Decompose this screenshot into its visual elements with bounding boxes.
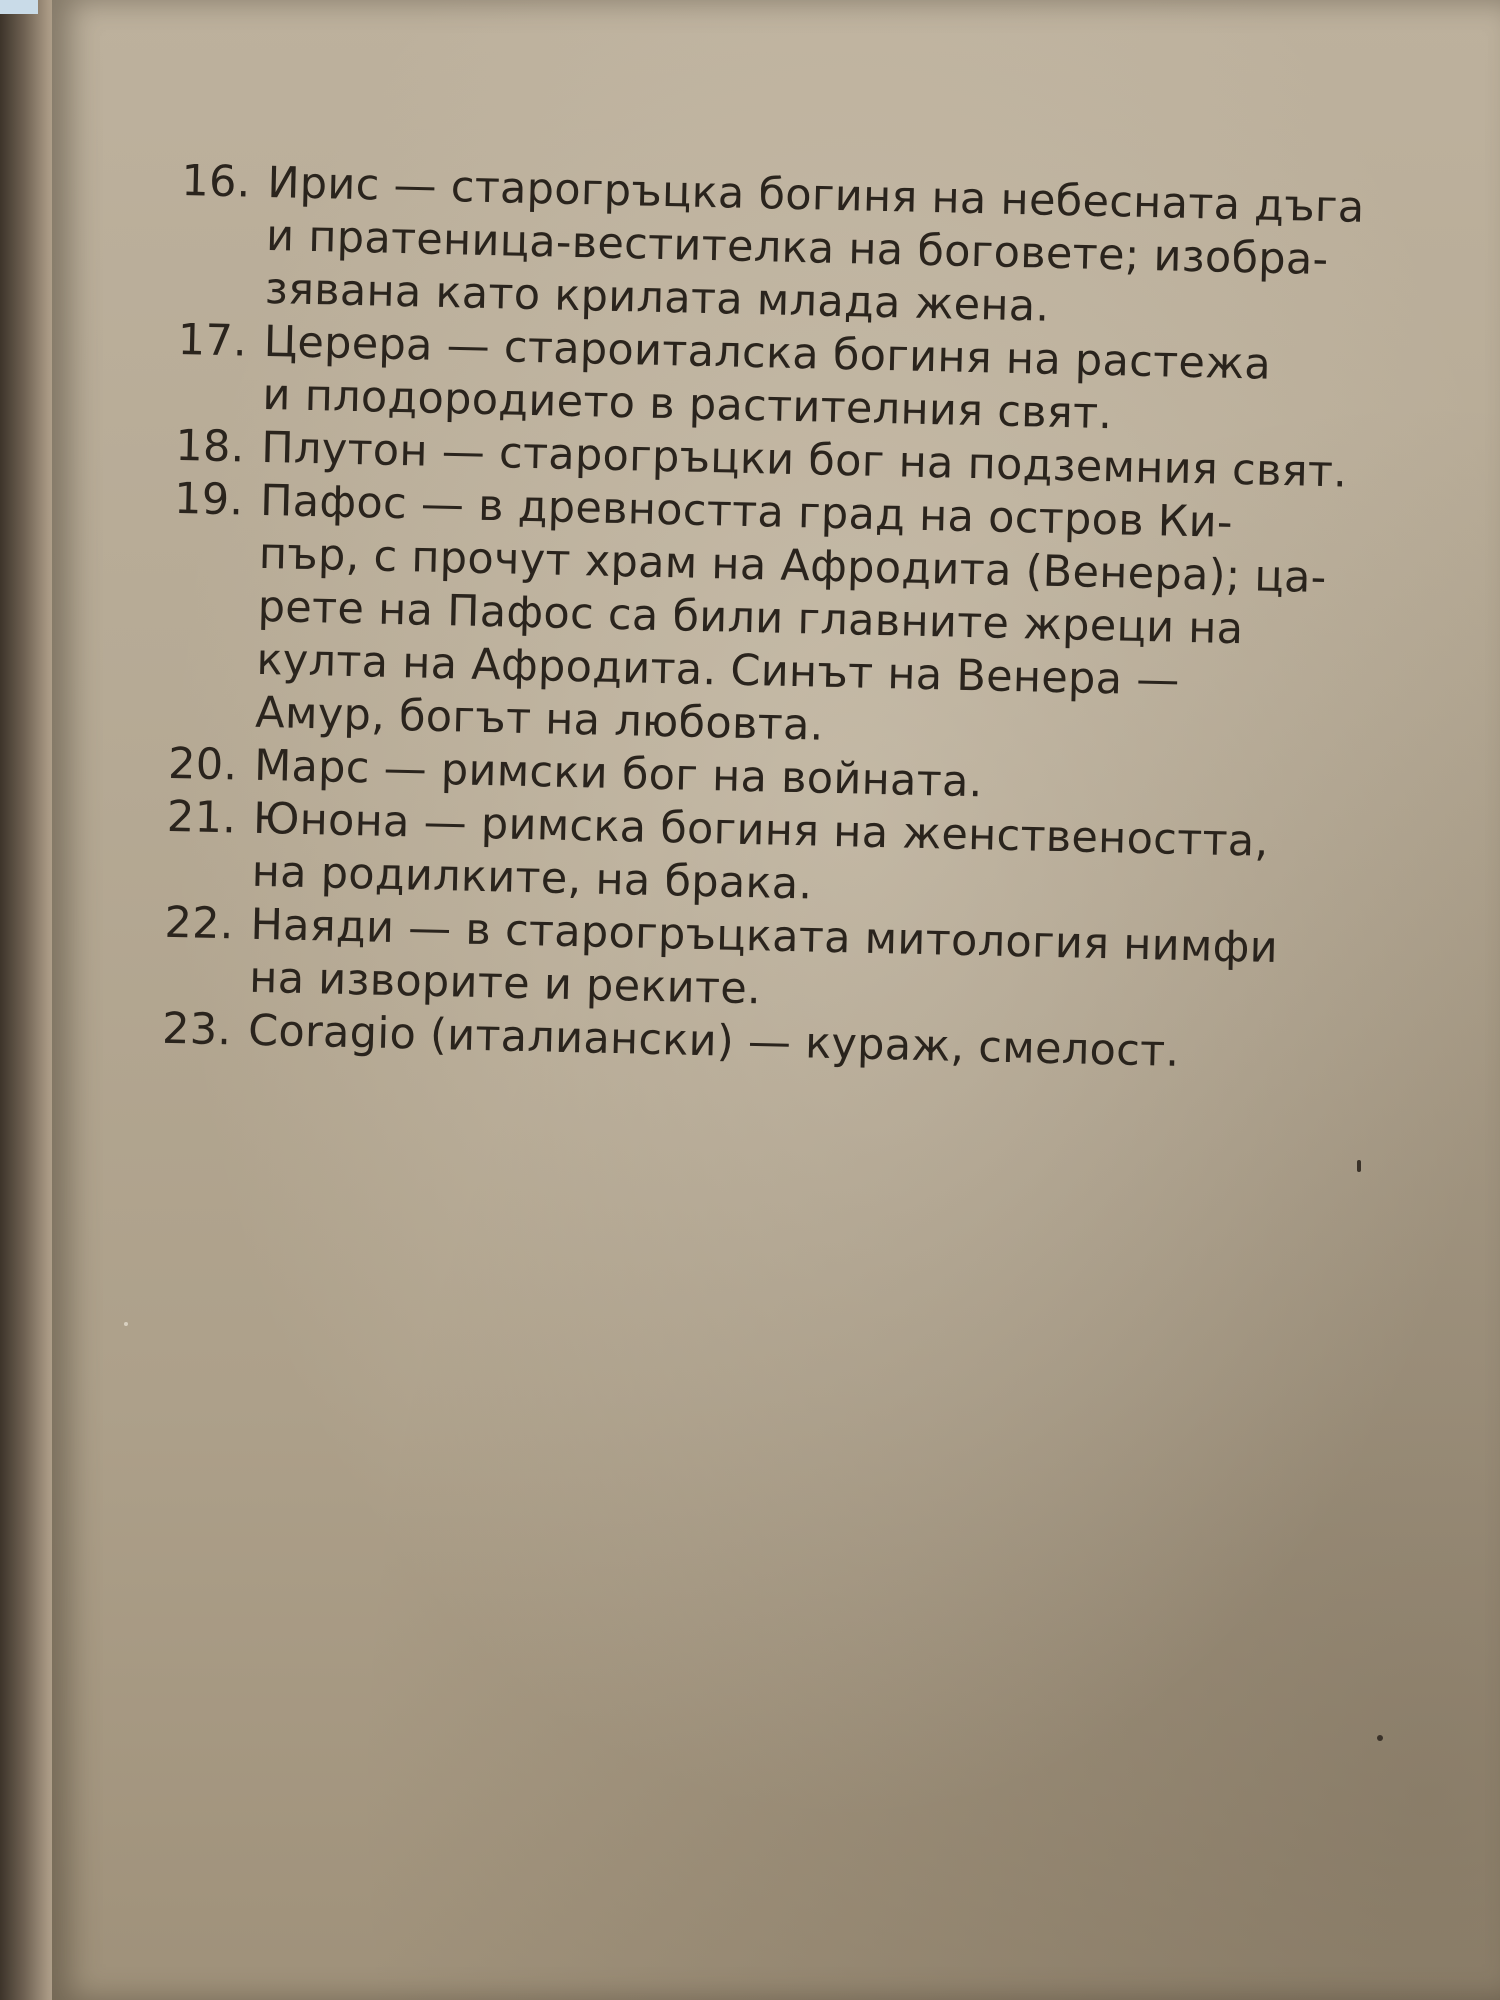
endnote-text: Наяди — в старогръцката митология нимфи на изворите и реките. <box>248 899 1279 1015</box>
endnote-text: Церера — староиталска богиня на растежа и плодородието в растителния свят. <box>262 316 1272 440</box>
book-page <box>52 0 1500 2000</box>
endnote-number: 22. <box>164 897 235 950</box>
endnote-number: 23. <box>161 1003 233 1056</box>
endnote-text: Юнона — римска богиня на женствеността, на родилките, на брака. <box>251 793 1270 910</box>
endnote-19 <box>169 473 1415 766</box>
endnote-text: Пафос — в древността град на остров Ки- пър, с прочут храм на Афродита (Венера); ца- рете на Пафос са били главните жреци на култа на Афродита. Синът на Венера — Амур, богът на любовта. <box>254 475 1328 751</box>
endnote-number: 16. <box>180 155 252 208</box>
paper-speck <box>124 1322 128 1326</box>
paper-speck <box>1357 1160 1361 1172</box>
endnote-number: 21. <box>166 791 237 844</box>
endnote-text: Марс — римски бог на войната. <box>253 740 984 808</box>
page-gutter-edge <box>0 0 60 2000</box>
endnote-16 <box>178 155 1421 342</box>
endnote-number: 20. <box>167 738 239 791</box>
endnote-text: Плутон — старогръцки бог на подземния свят. <box>260 422 1348 498</box>
paper-speck <box>1377 1735 1383 1741</box>
endnote-text: Coragio (италиански) — кураж, смелост. <box>247 1005 1180 1077</box>
endnotes-list <box>162 155 1422 1084</box>
endnote-number: 19. <box>173 473 245 526</box>
endnote-number: 18. <box>174 420 246 473</box>
endnote-number: 17. <box>177 314 248 367</box>
endnote-text: Ирис — старогръцка богиня на небесната дъга и пратеница-вестителка на боговете; изобра- зявана като крилата млада жена. <box>264 157 1366 332</box>
